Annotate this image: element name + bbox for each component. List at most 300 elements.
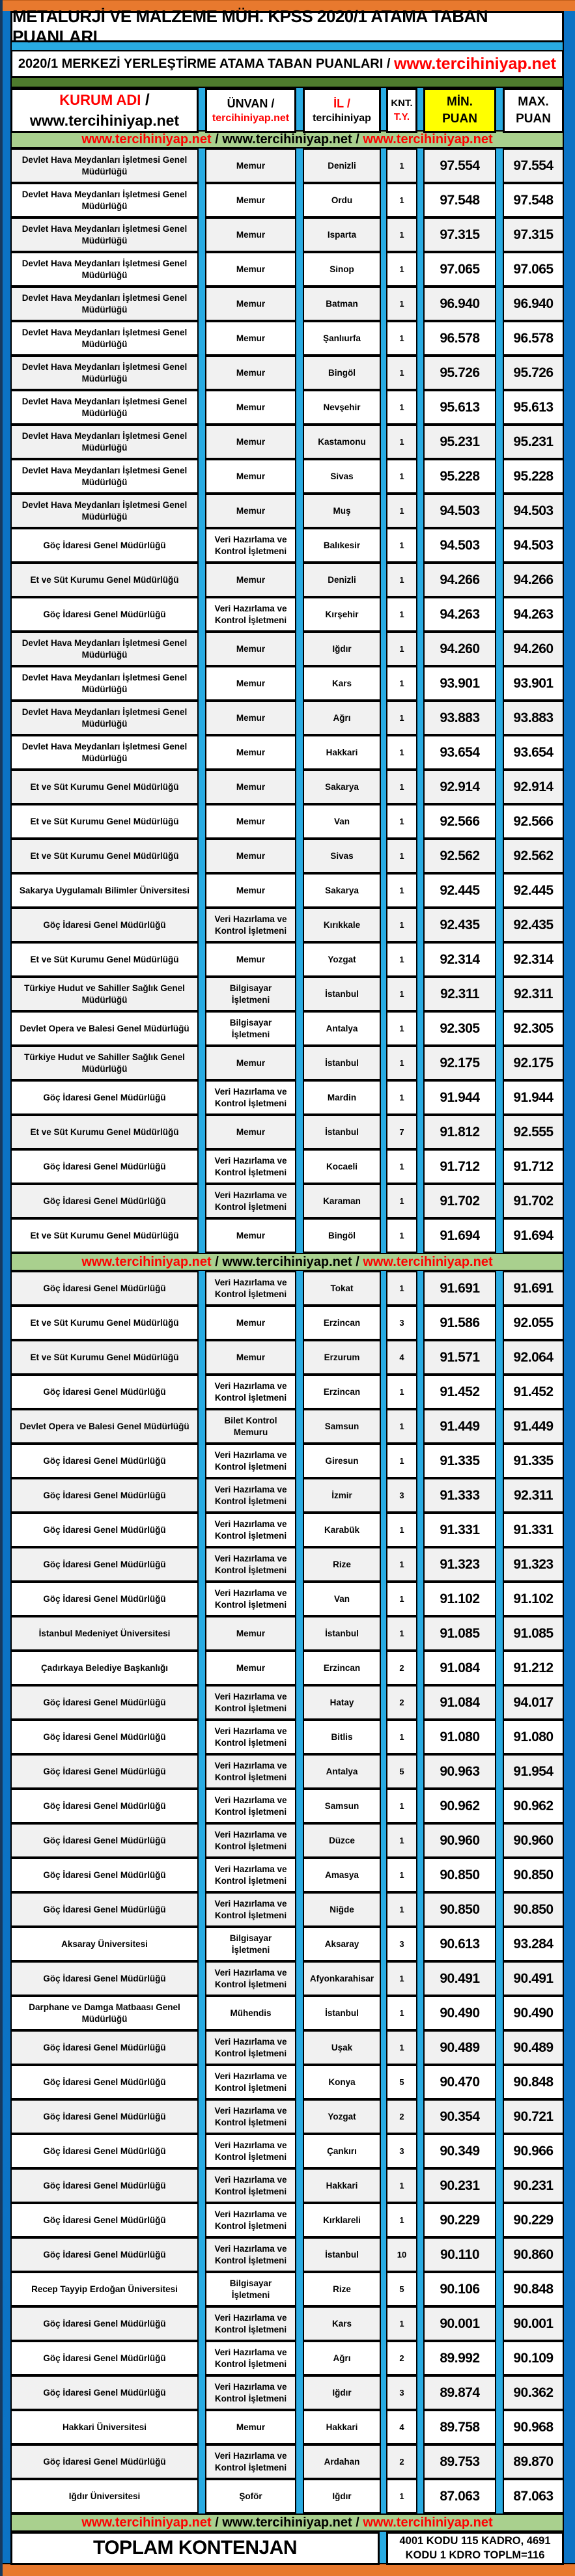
kadro-summary-cell: [386, 2532, 564, 2565]
max-cell: 91.335: [503, 1444, 564, 1478]
unvan-cell: Veri Hazırlama ve Kontrol İşletmeni: [205, 2168, 296, 2203]
table-row: [10, 1184, 564, 1218]
table-row: [10, 1892, 564, 1927]
table-row: [10, 1340, 564, 1375]
knt-cell: 1: [386, 1513, 417, 1547]
kurum-cell: Göç İdaresi Genel Müdürlüğü: [10, 1513, 199, 1547]
knt-cell: 1: [386, 597, 417, 632]
min-cell: 90.106: [423, 2272, 496, 2306]
max-cell: 97.065: [503, 252, 564, 287]
separator-slash: /: [352, 132, 363, 147]
unvan-cell: Memur: [205, 1616, 296, 1651]
il-cell: Düzce: [303, 1823, 381, 1858]
table-row: [10, 1858, 564, 1892]
max-cell: 90.968: [503, 2410, 564, 2444]
table-row: [10, 2134, 564, 2168]
table-row: [10, 1754, 564, 1789]
unvan-cell: Memur: [205, 701, 296, 735]
kurum-cell: Göç İdaresi Genel Müdürlüğü: [10, 1444, 199, 1478]
knt-cell: 1: [386, 1149, 417, 1184]
unvan-cell: Veri Hazırlama ve Kontrol İşletmeni: [205, 597, 296, 632]
unvan-cell: Memur: [205, 1651, 296, 1685]
min-cell: 95.726: [423, 356, 496, 390]
unvan-cell: Memur: [205, 804, 296, 839]
min-cell: 89.992: [423, 2341, 496, 2375]
max-cell: 95.231: [503, 425, 564, 459]
kurum-cell: Iğdır Üniversitesi: [10, 2479, 199, 2513]
min-cell: 91.712: [423, 1149, 496, 1184]
darkgreen-divider-bar: [10, 78, 564, 88]
kurum-cell: Darphane ve Damga Matbaası Genel Müdürlüğü: [10, 1996, 199, 2030]
min-cell: 93.654: [423, 735, 496, 770]
table-row: [10, 597, 564, 632]
il-cell: İstanbul: [303, 1616, 381, 1651]
table-row: [10, 494, 564, 528]
min-cell: 91.449: [423, 1409, 496, 1444]
knt-cell: 1: [386, 666, 417, 701]
il-cell: Bingöl: [303, 1218, 381, 1253]
kurum-cell: Devlet Hava Meydanları İşletmesi Genel Müdürlüğü: [10, 148, 199, 183]
separator-website-link[interactable]: www.tercihiniyap.net: [81, 2515, 212, 2530]
unvan-cell: Mühendis: [205, 1996, 296, 2030]
max-cell: 90.850: [503, 1858, 564, 1892]
max-cell: 90.860: [503, 2237, 564, 2272]
max-cell: 96.940: [503, 287, 564, 321]
kurum-cell: Devlet Hava Meydanları İşletmesi Genel Müdürlüğü: [10, 321, 199, 356]
il-cell: Sivas: [303, 459, 381, 494]
min-cell: 94.263: [423, 597, 496, 632]
kurum-header-website: www.tercihiniyap.net: [29, 112, 180, 130]
knt-cell: 1: [386, 908, 417, 942]
separator-website-link[interactable]: www.tercihiniyap.net: [363, 132, 493, 147]
unvan-cell: Memur: [205, 770, 296, 804]
knt-cell: 1: [386, 1011, 417, 1046]
knt-cell: 1: [386, 425, 417, 459]
knt-cell: 1: [386, 148, 417, 183]
knt-cell: 1: [386, 873, 417, 908]
unvan-cell: Memur: [205, 287, 296, 321]
table-row: [10, 1720, 564, 1754]
max-cell: 90.960: [503, 1823, 564, 1858]
kurum-cell: Et ve Süt Kurumu Genel Müdürlüğü: [10, 770, 199, 804]
knt-cell: 1: [386, 770, 417, 804]
table-row: [10, 1046, 564, 1080]
min-cell: 94.260: [423, 632, 496, 666]
knt-cell: 1: [386, 2203, 417, 2237]
il-cell: Şanlıurfa: [303, 321, 381, 356]
unvan-cell: Memur: [205, 2410, 296, 2444]
max-cell: 94.503: [503, 528, 564, 563]
subtitle-website-link[interactable]: www.tercihiniyap.net: [393, 54, 557, 73]
table-row: [10, 2444, 564, 2479]
knt-cell: 1: [386, 1616, 417, 1651]
min-cell: 97.065: [423, 252, 496, 287]
page-title-text: METALURJİ VE MALZEME MÜH. KPSS 2020/1 ATAMA TABAN PUANLARI: [12, 7, 488, 46]
table-row: [10, 1513, 564, 1547]
min-cell: 92.305: [423, 1011, 496, 1046]
unvan-cell: Bilet Kontrol Memuru: [205, 1409, 296, 1444]
separator-slash: /: [211, 1254, 223, 1269]
knt-cell: 1: [386, 1218, 417, 1253]
kurum-cell: Göç İdaresi Genel Müdürlüğü: [10, 908, 199, 942]
il-cell: Erzincan: [303, 1651, 381, 1685]
knt-cell: 1: [386, 942, 417, 977]
il-cell: Batman: [303, 287, 381, 321]
table-row: [10, 735, 564, 770]
unvan-cell: Veri Hazırlama ve Kontrol İşletmeni: [205, 1892, 296, 1927]
kurum-cell: Devlet Hava Meydanları İşletmesi Genel Müdürlüğü: [10, 494, 199, 528]
bottom-orange-bar: [3, 2563, 575, 2576]
column-header-knt: [386, 88, 417, 133]
kurum-cell: Et ve Süt Kurumu Genel Müdürlüğü: [10, 1115, 199, 1149]
min-cell: 92.914: [423, 770, 496, 804]
min-cell: 92.175: [423, 1046, 496, 1080]
column-header-max-puan: [503, 88, 564, 133]
kurum-cell: Devlet Hava Meydanları İşletmesi Genel Müdürlüğü: [10, 183, 199, 217]
max-cell: 92.064: [503, 1340, 564, 1375]
table-row: [10, 183, 564, 217]
kurum-cell: Göç İdaresi Genel Müdürlüğü: [10, 1582, 199, 1616]
il-header-label: İL /: [333, 96, 350, 110]
knt-cell: 1: [386, 1720, 417, 1754]
knt-cell: 1: [386, 1409, 417, 1444]
knt-cell: 3: [386, 2134, 417, 2168]
max-cell: 87.063: [503, 2479, 564, 2513]
il-cell: Afyonkarahisar: [303, 1961, 381, 1996]
knt-cell: 4: [386, 2410, 417, 2444]
separator-website-link[interactable]: www.tercihiniyap.net: [222, 1254, 352, 1269]
max-cell: 92.175: [503, 1046, 564, 1080]
max-cell: 92.445: [503, 873, 564, 908]
il-header-website: tercihiniyap: [313, 113, 371, 124]
max-cell: 93.284: [503, 1927, 564, 1961]
unvan-cell: Bilgisayar İşletmeni: [205, 1927, 296, 1961]
unvan-cell: Memur: [205, 459, 296, 494]
table-row: [10, 770, 564, 804]
max-cell: 91.702: [503, 1184, 564, 1218]
il-cell: Bingöl: [303, 356, 381, 390]
kurum-cell: Göç İdaresi Genel Müdürlüğü: [10, 2134, 199, 2168]
unvan-cell: Veri Hazırlama ve Kontrol İşletmeni: [205, 1513, 296, 1547]
max-cell: 97.554: [503, 148, 564, 183]
table-header-row: [10, 88, 564, 130]
table-row: [10, 839, 564, 873]
kurum-cell: Göç İdaresi Genel Müdürlüğü: [10, 1149, 199, 1184]
il-cell: Ağrı: [303, 701, 381, 735]
kurum-cell: Göç İdaresi Genel Müdürlüğü: [10, 1961, 199, 1996]
table-row: [10, 2030, 564, 2065]
footer-row: [10, 2532, 564, 2563]
il-cell: İstanbul: [303, 2237, 381, 2272]
knt-cell: 1: [386, 839, 417, 873]
max-header-sublabel: PUAN: [516, 111, 551, 126]
knt-cell: 3: [386, 1927, 417, 1961]
il-cell: Erzincan: [303, 1375, 381, 1409]
table-row: [10, 1306, 564, 1340]
il-cell: Kırklareli: [303, 2203, 381, 2237]
il-cell: Antalya: [303, 1754, 381, 1789]
min-cell: 89.874: [423, 2375, 496, 2410]
table-row: [10, 1218, 564, 1253]
max-cell: 94.263: [503, 597, 564, 632]
knt-cell: 1: [386, 1961, 417, 1996]
kurum-cell: Et ve Süt Kurumu Genel Müdürlüğü: [10, 839, 199, 873]
unvan-cell: Veri Hazırlama ve Kontrol İşletmeni: [205, 2099, 296, 2134]
unvan-cell: Memur: [205, 839, 296, 873]
knt-cell: 5: [386, 1754, 417, 1789]
kurum-cell: Recep Tayyip Erdoğan Üniversitesi: [10, 2272, 199, 2306]
min-cell: 91.323: [423, 1547, 496, 1582]
table-row: [10, 1080, 564, 1115]
il-cell: Denizli: [303, 148, 381, 183]
kurum-cell: Devlet Hava Meydanları İşletmesi Genel Müdürlüğü: [10, 390, 199, 425]
separator-slash: /: [211, 2515, 223, 2530]
il-cell: Yozgat: [303, 2099, 381, 2134]
unvan-cell: Şoför: [205, 2479, 296, 2513]
min-cell: 97.554: [423, 148, 496, 183]
table-frame: [3, 7, 575, 2563]
table-row: [10, 1271, 564, 1306]
il-cell: Hatay: [303, 1685, 381, 1720]
min-cell: 97.315: [423, 217, 496, 252]
knt-cell: 1: [386, 701, 417, 735]
min-cell: 91.812: [423, 1115, 496, 1149]
unvan-cell: Memur: [205, 1115, 296, 1149]
knt-cell: 1: [386, 563, 417, 597]
knt-cell: 1: [386, 804, 417, 839]
il-cell: Mardin: [303, 1080, 381, 1115]
min-cell: 90.349: [423, 2134, 496, 2168]
min-cell: 94.503: [423, 494, 496, 528]
max-header-label: MAX.: [518, 95, 549, 109]
knt-cell: 7: [386, 1115, 417, 1149]
max-cell: 93.654: [503, 735, 564, 770]
knt-cell: 1: [386, 1858, 417, 1892]
unvan-cell: Memur: [205, 1340, 296, 1375]
kurum-cell: Et ve Süt Kurumu Genel Müdürlüğü: [10, 1306, 199, 1340]
table-row: [10, 563, 564, 597]
min-cell: 91.331: [423, 1513, 496, 1547]
il-cell: Iğdır: [303, 2375, 381, 2410]
unvan-cell: Memur: [205, 666, 296, 701]
il-cell: Samsun: [303, 1409, 381, 1444]
separator-website-link[interactable]: www.tercihiniyap.net: [363, 2515, 493, 2530]
kurum-cell: Hakkari Üniversitesi: [10, 2410, 199, 2444]
total-kontenjan-label: TOPLAM KONTENJAN: [10, 2532, 380, 2565]
separator-website-link[interactable]: www.tercihiniyap.net: [363, 1254, 493, 1269]
kurum-cell: Sakarya Uygulamalı Bilimler Üniversitesi: [10, 873, 199, 908]
max-cell: 92.914: [503, 770, 564, 804]
separator-website-link[interactable]: www.tercihiniyap.net: [81, 132, 212, 147]
min-cell: 91.702: [423, 1184, 496, 1218]
max-cell: 91.212: [503, 1651, 564, 1685]
knt-cell: 1: [386, 977, 417, 1011]
min-cell: 90.470: [423, 2065, 496, 2099]
kurum-cell: Göç İdaresi Genel Müdürlüğü: [10, 2341, 199, 2375]
il-cell: Karaman: [303, 1184, 381, 1218]
max-cell: 95.228: [503, 459, 564, 494]
unvan-cell: Veri Hazırlama ve Kontrol İşletmeni: [205, 2030, 296, 2065]
table-row: [10, 1478, 564, 1513]
kurum-cell: Göç İdaresi Genel Müdürlüğü: [10, 1754, 199, 1789]
unvan-cell: Bilgisayar İşletmeni: [205, 2272, 296, 2306]
max-cell: 92.314: [503, 942, 564, 977]
kurum-cell: Göç İdaresi Genel Müdürlüğü: [10, 2306, 199, 2341]
separator-slash: /: [211, 132, 223, 147]
unvan-cell: Memur: [205, 942, 296, 977]
table-row: [10, 356, 564, 390]
knt-cell: 1: [386, 1375, 417, 1409]
knt-header-sublabel: T.Y.: [393, 111, 410, 122]
table-row: [10, 390, 564, 425]
il-cell: Niğde: [303, 1892, 381, 1927]
max-cell: 91.085: [503, 1616, 564, 1651]
knt-cell: 1: [386, 1789, 417, 1823]
unvan-cell: Veri Hazırlama ve Kontrol İşletmeni: [205, 1149, 296, 1184]
max-cell: 90.850: [503, 1892, 564, 1927]
il-cell: Uşak: [303, 2030, 381, 2065]
knt-cell: 2: [386, 1685, 417, 1720]
il-cell: İstanbul: [303, 1115, 381, 1149]
knt-cell: 1: [386, 1080, 417, 1115]
il-cell: Antalya: [303, 1011, 381, 1046]
min-cell: 90.490: [423, 1996, 496, 2030]
il-cell: Giresun: [303, 1444, 381, 1478]
min-cell: 91.571: [423, 1340, 496, 1375]
il-cell: Sivas: [303, 839, 381, 873]
unvan-cell: Veri Hazırlama ve Kontrol İşletmeni: [205, 1080, 296, 1115]
unvan-cell: Memur: [205, 321, 296, 356]
kurum-cell: Göç İdaresi Genel Müdürlüğü: [10, 2065, 199, 2099]
table-row: [10, 425, 564, 459]
knt-cell: 3: [386, 1478, 417, 1513]
unvan-cell: Veri Hazırlama ve Kontrol İşletmeni: [205, 1375, 296, 1409]
max-cell: 92.566: [503, 804, 564, 839]
table-row: [10, 1149, 564, 1184]
unvan-cell: Memur: [205, 252, 296, 287]
min-cell: 91.452: [423, 1375, 496, 1409]
min-cell: 92.562: [423, 839, 496, 873]
knt-cell: 2: [386, 2341, 417, 2375]
kurum-cell: Çadırkaya Belediye Başkanlığı: [10, 1651, 199, 1685]
table-row: [10, 1409, 564, 1444]
knt-cell: 1: [386, 217, 417, 252]
il-cell: Karabük: [303, 1513, 381, 1547]
table-section-1: [10, 148, 564, 1253]
kurum-cell: Devlet Hava Meydanları İşletmesi Genel Müdürlüğü: [10, 632, 199, 666]
unvan-cell: Veri Hazırlama ve Kontrol İşletmeni: [205, 2444, 296, 2479]
table-row: [10, 701, 564, 735]
unvan-cell: Veri Hazırlama ve Kontrol İşletmeni: [205, 1184, 296, 1218]
table-row: [10, 1444, 564, 1478]
min-cell: 90.489: [423, 2030, 496, 2065]
il-cell: İzmir: [303, 1478, 381, 1513]
min-cell: 91.333: [423, 1478, 496, 1513]
unvan-cell: Veri Hazırlama ve Kontrol İşletmeni: [205, 1271, 296, 1306]
separator-website-link[interactable]: www.tercihiniyap.net: [222, 132, 352, 147]
table-row: [10, 287, 564, 321]
table-row: [10, 1789, 564, 1823]
table-row: [10, 2341, 564, 2375]
knt-cell: 1: [386, 1444, 417, 1478]
knt-cell: 10: [386, 2237, 417, 2272]
max-cell: 89.870: [503, 2444, 564, 2479]
kurum-cell: Göç İdaresi Genel Müdürlüğü: [10, 1823, 199, 1858]
table-row: [10, 2375, 564, 2410]
knt-cell: 1: [386, 287, 417, 321]
min-cell: 90.613: [423, 1927, 496, 1961]
table-row: [10, 977, 564, 1011]
min-cell: 90.231: [423, 2168, 496, 2203]
table-row: [10, 908, 564, 942]
max-cell: 94.017: [503, 1685, 564, 1720]
table-row: [10, 2065, 564, 2099]
kurum-cell: Göç İdaresi Genel Müdürlüğü: [10, 1478, 199, 1513]
min-cell: 91.084: [423, 1651, 496, 1685]
kurum-cell: Göç İdaresi Genel Müdürlüğü: [10, 1080, 199, 1115]
il-cell: Erzincan: [303, 1306, 381, 1340]
min-cell: 91.084: [423, 1685, 496, 1720]
min-cell: 94.266: [423, 563, 496, 597]
max-cell: 91.449: [503, 1409, 564, 1444]
separator-website-link[interactable]: www.tercihiniyap.net: [222, 2515, 352, 2530]
table-row: [10, 321, 564, 356]
unvan-cell: Memur: [205, 356, 296, 390]
unvan-cell: Veri Hazırlama ve Kontrol İşletmeni: [205, 2203, 296, 2237]
il-cell: Sinop: [303, 252, 381, 287]
kurum-cell: Et ve Süt Kurumu Genel Müdürlüğü: [10, 1340, 199, 1375]
max-cell: 91.452: [503, 1375, 564, 1409]
knt-cell: 3: [386, 2375, 417, 2410]
max-cell: 96.578: [503, 321, 564, 356]
separator-website-link[interactable]: www.tercihiniyap.net: [81, 1254, 212, 1269]
min-cell: 90.962: [423, 1789, 496, 1823]
il-cell: Nevşehir: [303, 390, 381, 425]
min-cell: 91.691: [423, 1271, 496, 1306]
il-cell: Kars: [303, 666, 381, 701]
min-cell: 96.940: [423, 287, 496, 321]
kurum-cell: Göç İdaresi Genel Müdürlüğü: [10, 2237, 199, 2272]
table-row: [10, 2479, 564, 2513]
unvan-cell: Memur: [205, 873, 296, 908]
min-cell: 90.491: [423, 1961, 496, 1996]
max-cell: 93.883: [503, 701, 564, 735]
table-row: [10, 252, 564, 287]
unvan-cell: Memur: [205, 425, 296, 459]
knt-cell: 1: [386, 2030, 417, 2065]
table-row: [10, 1996, 564, 2030]
unvan-cell: Memur: [205, 217, 296, 252]
table-row: [10, 148, 564, 183]
min-cell: 89.753: [423, 2444, 496, 2479]
kurum-cell: Göç İdaresi Genel Müdürlüğü: [10, 1858, 199, 1892]
max-cell: 91.694: [503, 1218, 564, 1253]
kurum-cell: Göç İdaresi Genel Müdürlüğü: [10, 1375, 199, 1409]
knt-cell: 1: [386, 390, 417, 425]
il-cell: Hakkari: [303, 735, 381, 770]
min-cell: 90.354: [423, 2099, 496, 2134]
min-cell: 92.314: [423, 942, 496, 977]
table-row: [10, 1582, 564, 1616]
unvan-cell: Veri Hazırlama ve Kontrol İşletmeni: [205, 1754, 296, 1789]
kurum-cell: Devlet Hava Meydanları İşletmesi Genel Müdürlüğü: [10, 217, 199, 252]
table-row: [10, 2203, 564, 2237]
il-cell: Sakarya: [303, 873, 381, 908]
il-cell: Ağrı: [303, 2341, 381, 2375]
il-cell: Konya: [303, 2065, 381, 2099]
table-row: [10, 1616, 564, 1651]
max-cell: 92.311: [503, 1478, 564, 1513]
